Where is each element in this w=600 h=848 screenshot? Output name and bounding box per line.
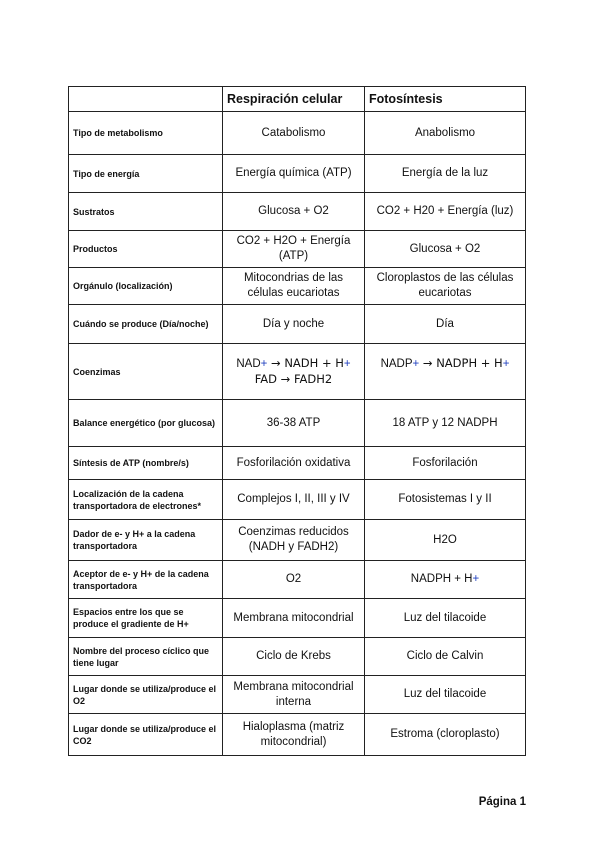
cell-fotosintesis: H2O bbox=[365, 520, 526, 561]
table-row bbox=[69, 480, 526, 520]
cell-fotosintesis bbox=[365, 344, 526, 400]
row-label: Localización de la cadena transportadora de electrones* bbox=[69, 480, 223, 520]
table-row bbox=[69, 155, 526, 193]
cell-respiracion: Fosforilación oxidativa bbox=[223, 447, 365, 480]
coenzyme-line-nad: NAD+ → NADH + H+ bbox=[236, 356, 351, 370]
row-label: Productos bbox=[69, 231, 223, 268]
comparison-table bbox=[68, 86, 526, 756]
table-row bbox=[69, 638, 526, 676]
table-row bbox=[69, 268, 526, 305]
table-row bbox=[69, 112, 526, 155]
cell-fotosintesis: Estroma (cloroplasto) bbox=[365, 714, 526, 756]
cell-fotosintesis: NADPH + H+ bbox=[365, 561, 526, 599]
row-label: Coenzimas bbox=[69, 344, 223, 400]
coenzyme-line-nadp: NADP+ → NADPH + H+ bbox=[380, 356, 510, 370]
row-label: Dador de e- y H+ a la cadena transportadora bbox=[69, 520, 223, 561]
table-row bbox=[69, 561, 526, 599]
page-number: Página 1 bbox=[478, 796, 526, 808]
cell-respiracion: Glucosa + O2 bbox=[223, 193, 365, 231]
cell-respiracion: Coenzimas reducidos (NADH y FADH2) bbox=[223, 520, 365, 561]
cell-fotosintesis: Luz del tilacoide bbox=[365, 599, 526, 638]
cell-fotosintesis: Fotosistemas I y II bbox=[365, 480, 526, 520]
cell-respiracion: Día y noche bbox=[223, 305, 365, 344]
header-empty bbox=[69, 87, 223, 112]
row-label: Orgánulo (localización) bbox=[69, 268, 223, 305]
row-label: Tipo de energía bbox=[69, 155, 223, 193]
cell-fotosintesis: Glucosa + O2 bbox=[365, 231, 526, 268]
table-row bbox=[69, 193, 526, 231]
row-label: Lugar donde se utiliza/produce el CO2 bbox=[69, 714, 223, 756]
cell-respiracion: Catabolismo bbox=[223, 112, 365, 155]
table-row bbox=[69, 344, 526, 400]
cell-respiracion: O2 bbox=[223, 561, 365, 599]
table-row bbox=[69, 231, 526, 268]
cell-respiracion: Membrana mitocondrial interna bbox=[223, 676, 365, 714]
cell-fotosintesis: CO2 + H20 + Energía (luz) bbox=[365, 193, 526, 231]
cell-fotosintesis: Energía de la luz bbox=[365, 155, 526, 193]
table-row bbox=[69, 714, 526, 756]
table-row bbox=[69, 447, 526, 480]
header-fotosintesis: Fotosíntesis bbox=[365, 87, 526, 112]
row-label: Cuándo se produce (Día/noche) bbox=[69, 305, 223, 344]
cell-respiracion: Complejos I, II, III y IV bbox=[223, 480, 365, 520]
cell-respiracion: CO2 + H2O + Energía (ATP) bbox=[223, 231, 365, 268]
cell-fotosintesis: Fosforilación bbox=[365, 447, 526, 480]
row-label: Lugar donde se utiliza/produce el O2 bbox=[69, 676, 223, 714]
cell-respiracion: Mitocondrias de las células eucariotas bbox=[223, 268, 365, 305]
cell-fotosintesis: Día bbox=[365, 305, 526, 344]
cell-fotosintesis: Luz del tilacoide bbox=[365, 676, 526, 714]
cell-respiracion: Membrana mitocondrial bbox=[223, 599, 365, 638]
table-row bbox=[69, 599, 526, 638]
table-row bbox=[69, 676, 526, 714]
cell-fotosintesis: Ciclo de Calvin bbox=[365, 638, 526, 676]
table-row bbox=[69, 400, 526, 447]
cell-fotosintesis: Cloroplastos de las células eucariotas bbox=[365, 268, 526, 305]
cell-respiracion bbox=[223, 344, 365, 400]
row-label: Síntesis de ATP (nombre/s) bbox=[69, 447, 223, 480]
cell-respiracion: Hialoplasma (matriz mitocondrial) bbox=[223, 714, 365, 756]
table-header-row bbox=[69, 87, 526, 112]
cell-respiracion: Ciclo de Krebs bbox=[223, 638, 365, 676]
table-row bbox=[69, 305, 526, 344]
cell-fotosintesis: Anabolismo bbox=[365, 112, 526, 155]
cell-respiracion: Energía química (ATP) bbox=[223, 155, 365, 193]
row-label: Nombre del proceso cíclico que tiene lugar bbox=[69, 638, 223, 676]
cell-fotosintesis: 18 ATP y 12 NADPH bbox=[365, 400, 526, 447]
table-row bbox=[69, 520, 526, 561]
row-label: Aceptor de e- y H+ de la cadena transportadora bbox=[69, 561, 223, 599]
coenzyme-line-fad: FAD → FADH2 bbox=[254, 372, 333, 386]
row-label: Tipo de metabolismo bbox=[69, 112, 223, 155]
cell-respiracion: 36-38 ATP bbox=[223, 400, 365, 447]
row-label: Sustratos bbox=[69, 193, 223, 231]
header-respiracion: Respiración celular bbox=[223, 87, 365, 112]
row-label: Balance energético (por glucosa) bbox=[69, 400, 223, 447]
row-label: Espacios entre los que se produce el gradiente de H+ bbox=[69, 599, 223, 638]
